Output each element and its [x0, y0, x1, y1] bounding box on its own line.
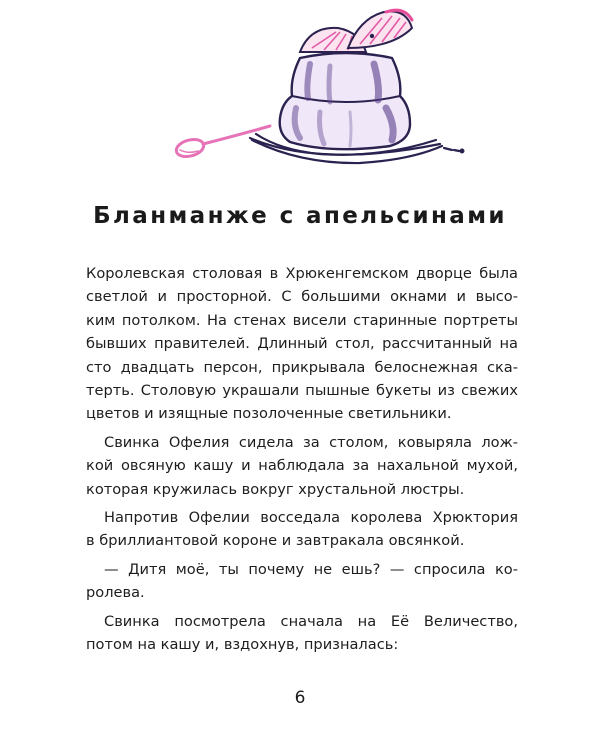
text-line: потом на кашу и, вздохнув, призналась:	[86, 636, 399, 654]
text-line: Свинка Офелия сидела за столом, ковыряла лож-	[104, 433, 518, 451]
text-line: которая кружилась вокруг хрустальной люстры.	[86, 480, 465, 498]
text-line: — Дитя моё, ты почему не ешь? — спросила ко-	[104, 560, 518, 578]
text-line: ким потолком. На стенах висели старинные портреты	[86, 311, 518, 329]
paragraph	[86, 262, 518, 426]
text-line: сто двадцать персон, прикрывала белоснежная ска-	[86, 358, 518, 376]
paragraph	[86, 610, 518, 657]
text-line: кой овсяную кашу и наблюдала за нахальной мухой,	[86, 457, 518, 475]
text-line: бывших правителей. Длинный стол, рассчитанный на	[86, 335, 518, 353]
paragraph	[86, 506, 518, 553]
paragraph	[86, 431, 518, 501]
paragraph	[86, 558, 518, 605]
chapter-title: Бланманже с апельсинами	[93, 203, 507, 229]
text-line: терть. Столовую украшали пышные букеты из свежих	[86, 382, 518, 400]
chapter-body	[86, 262, 518, 662]
text-line: светлой и просторной. С большими окнами и высо-	[86, 288, 518, 306]
text-line: Свинка посмотрела сначала на Её Величество,	[104, 612, 518, 630]
text-line: в бриллиантовой короне и завтракала овсянкой.	[86, 532, 465, 550]
page-number: 6	[294, 688, 306, 708]
text-line: Напротив Офелии восседала королева Хрюктория	[104, 509, 518, 527]
text-line: цветов и изящные позолоченные светильники.	[86, 405, 452, 423]
blancmange-dessert-icon	[160, 8, 480, 168]
jelly-icon	[280, 53, 410, 149]
text-line: ролева.	[86, 584, 145, 602]
orange-slice-icon	[300, 10, 412, 52]
text-line: Королевская столовая в Хрюкенгемском дворце была	[86, 265, 518, 282]
